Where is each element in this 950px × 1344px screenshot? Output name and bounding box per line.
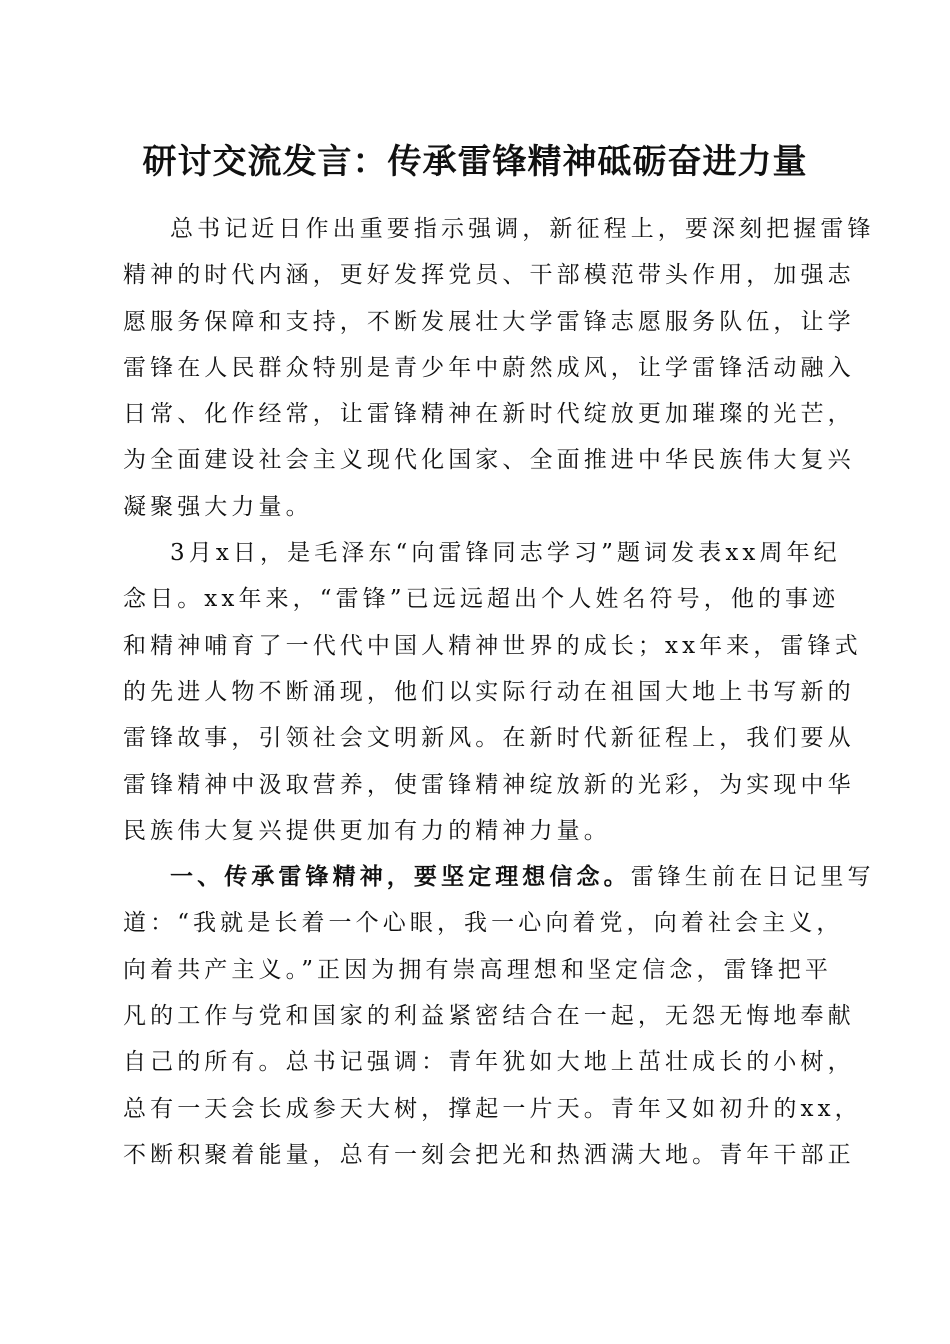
section-heading: 一、传承雷锋精神，要坚定理想信念。 bbox=[170, 863, 631, 891]
paragraph-3 bbox=[123, 854, 875, 1178]
paragraph-line: 和精神哺育了一代代中国人精神世界的成长；xx年来，雷锋式 bbox=[123, 632, 862, 659]
paragraph-line: 民族伟大复兴提供更加有力的精神力量。 bbox=[123, 817, 611, 844]
paragraph-line: 道：“我就是长着一个心眼，我一心向着党，向着社会主义， bbox=[123, 910, 844, 937]
paragraph-1 bbox=[123, 206, 875, 530]
paragraph-line: 凝聚强大力量。 bbox=[123, 493, 313, 520]
paragraph-line: 3月x日，是毛泽东“向雷锋同志学习”题词发表xx周年纪 bbox=[170, 540, 841, 567]
paragraph-line: 为全面建设社会主义现代化国家、全面推进中华民族伟大复兴 bbox=[123, 447, 855, 474]
paragraph-line: 精神的时代内涵，更好发挥党员、干部模范带头作用，加强志 bbox=[123, 262, 855, 289]
document-body bbox=[123, 206, 875, 1178]
paragraph-line: 自己的所有。总书记强调：青年犹如大地上茁壮成长的小树， bbox=[123, 1049, 855, 1076]
document-title: 研讨交流发言：传承雷锋精神砥砺奋进力量 bbox=[142, 142, 808, 182]
paragraph-line: 凡的工作与党和国家的利益紧密结合在一起，无怨无悔地奉献 bbox=[123, 1003, 855, 1030]
paragraph-line: 雷锋在人民群众特别是青少年中蔚然成风，让学雷锋活动融入 bbox=[123, 354, 855, 381]
paragraph-line: 雷锋故事，引领社会文明新风。在新时代新征程上，我们要从 bbox=[123, 725, 855, 752]
paragraph-line: 总书记近日作出重要指示强调，新征程上，要深刻把握雷锋 bbox=[170, 216, 875, 242]
paragraph-line: 愿服务保障和支持，不断发展壮大学雷锋志愿服务队伍，让学 bbox=[123, 308, 855, 335]
paragraph-line: 总有一天会长成参天大树，撑起一片天。青年又如初升的xx， bbox=[123, 1095, 862, 1122]
paragraph-line: 念日。xx年来，“雷锋”已远远超出个人姓名符号，他的事迹 bbox=[123, 586, 840, 613]
paragraph-2 bbox=[123, 530, 862, 854]
paragraph-line: 日常、化作经常，让雷锋精神在新时代绽放更加璀璨的光芒， bbox=[123, 401, 855, 428]
paragraph-line: 的先进人物不断涌现，他们以实际行动在祖国大地上书写新的 bbox=[123, 678, 855, 705]
paragraph-line: 雷锋精神中汲取营养，使雷锋精神绽放新的光彩，为实现中华 bbox=[123, 771, 855, 798]
paragraph-text: 雷锋生前在日记里写 bbox=[630, 864, 875, 891]
paragraph-line: 不断积聚着能量，总有一刻会把光和热洒满大地。青年干部正 bbox=[123, 1141, 855, 1168]
paragraph-line: 向着共产主义。”正因为拥有崇高理想和坚定信念，雷锋把平 bbox=[123, 956, 832, 983]
paragraph-first-line bbox=[123, 854, 875, 900]
